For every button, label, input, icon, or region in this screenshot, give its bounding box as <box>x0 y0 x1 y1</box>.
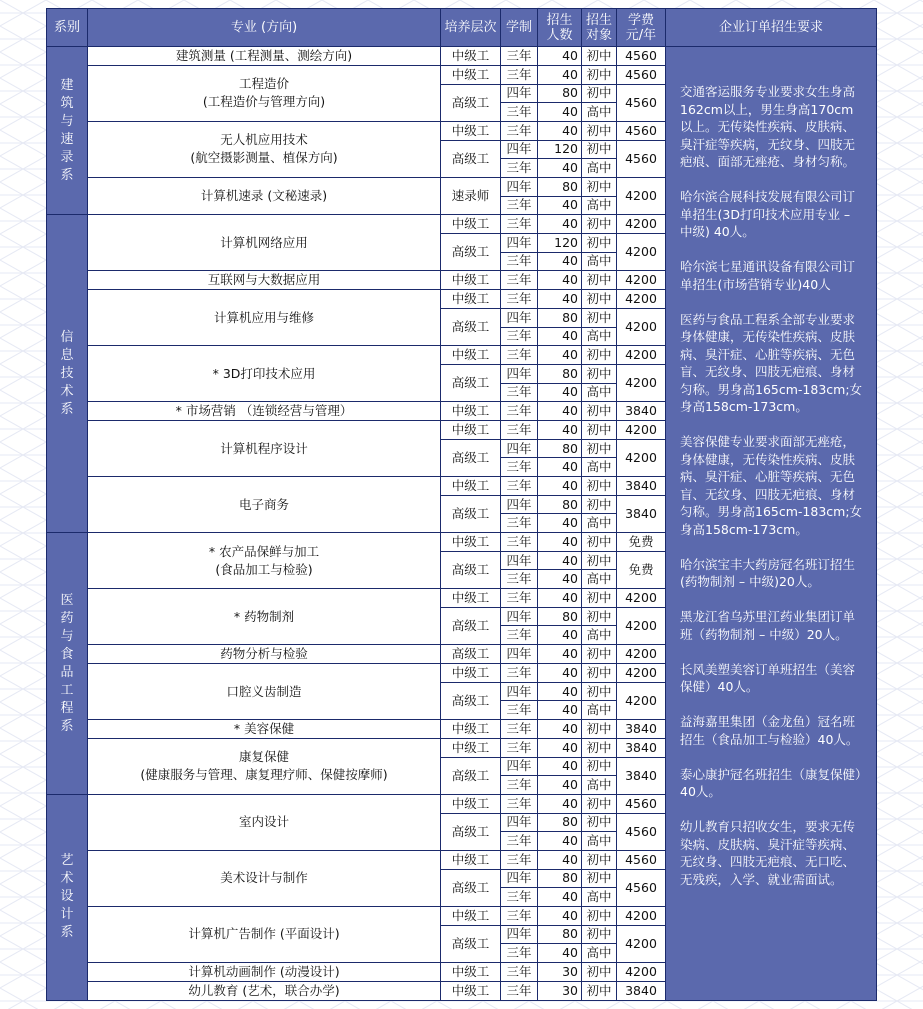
years-cell: 四年 <box>501 645 538 664</box>
department-label: 医药与食品工程系 <box>60 592 74 734</box>
years-cell: 三年 <box>501 215 538 234</box>
years-cell: 四年 <box>501 233 538 252</box>
header-count: 招生人数 <box>538 9 582 47</box>
count-cell: 40 <box>538 327 582 346</box>
major-cell: 药物分析与检验 <box>88 645 441 664</box>
requirement-paragraph: 哈尔滨七星通讯设备有限公司订单招生(市场营销专业)40人 <box>680 259 856 292</box>
level-cell: 中级工 <box>441 215 501 234</box>
count-cell: 40 <box>538 196 582 215</box>
fee-cell: 4560 <box>617 794 666 813</box>
department-label: 建筑与速录系 <box>60 77 74 183</box>
count-cell: 40 <box>538 551 582 570</box>
fee-cell: 4560 <box>617 850 666 869</box>
target-cell: 高中 <box>582 103 617 122</box>
requirement-paragraph: 益海嘉里集团（金龙鱼）冠名班招生（食品加工与检验）40人。 <box>680 714 859 747</box>
major-cell: 计算机广告制作 (平面设计) <box>88 906 441 962</box>
fee-cell: 4200 <box>617 607 666 644</box>
target-cell: 初中 <box>582 720 617 739</box>
department-label: 信息技术系 <box>60 329 74 417</box>
target-cell: 高中 <box>582 776 617 795</box>
requirement-paragraph: 幼儿教育只招收女生，要求无传染病、皮肤病、臭汗症等疾病、无纹身、四肢无疤痕、无口吃、无残疾，入学、就业需面试。 <box>680 819 856 887</box>
major-cell: 计算机网络应用 <box>88 215 441 271</box>
target-cell: 初中 <box>582 682 617 701</box>
fee-cell: 4560 <box>617 813 666 850</box>
header-dept: 系别 <box>47 9 88 47</box>
target-cell: 高中 <box>582 159 617 178</box>
fee-cell: 4200 <box>617 271 666 290</box>
years-cell: 三年 <box>501 664 538 683</box>
header-years: 学制 <box>501 9 538 47</box>
target-cell: 初中 <box>582 869 617 888</box>
target-cell: 初中 <box>582 664 617 683</box>
years-cell: 三年 <box>501 477 538 496</box>
years-cell: 四年 <box>501 551 538 570</box>
requirement-paragraph: 美容保健专业要求面部无痤疮，身体健康，无传染性疾病、皮肤病、臭汗症、心脏等疾病、无色盲、无纹身、四肢无疤痕、身材匀称。男身高165cm-183cm;女身高158cm-173cm。 <box>680 434 863 537</box>
count-cell: 40 <box>538 514 582 533</box>
level-cell: 速录师 <box>441 177 501 214</box>
enrollment-table <box>46 8 877 1001</box>
major-cell: 计算机程序设计 <box>88 421 441 477</box>
target-cell: 高中 <box>582 252 617 271</box>
level-cell: 高级工 <box>441 682 501 719</box>
years-cell: 四年 <box>501 925 538 944</box>
fee-cell: 3840 <box>617 720 666 739</box>
level-cell: 高级工 <box>441 757 501 794</box>
fee-cell: 4200 <box>617 439 666 476</box>
fee-cell: 4200 <box>617 962 666 981</box>
target-cell: 高中 <box>582 570 617 589</box>
level-cell: 中级工 <box>441 720 501 739</box>
target-cell: 初中 <box>582 364 617 383</box>
major-cell: 计算机应用与维修 <box>88 290 441 346</box>
target-cell: 初中 <box>582 794 617 813</box>
target-cell: 初中 <box>582 121 617 140</box>
target-cell: 初中 <box>582 607 617 626</box>
major-cell: * 3D打印技术应用 <box>88 346 441 402</box>
level-cell: 高级工 <box>441 140 501 177</box>
level-cell: 中级工 <box>441 962 501 981</box>
requirement-paragraph: 医药与食品工程系全部专业要求身体健康，无传染性疾病、皮肤病、臭汗症、心脏等疾病、无色盲、无纹身、四肢无疤痕、身材匀称。男身高165cm-183cm;女身高158cm-173cm。 <box>680 311 863 414</box>
years-cell: 四年 <box>501 140 538 159</box>
target-cell: 初中 <box>582 47 617 66</box>
years-cell: 三年 <box>501 66 538 85</box>
count-cell: 80 <box>538 925 582 944</box>
years-cell: 三年 <box>501 888 538 907</box>
fee-cell: 3840 <box>617 739 666 758</box>
fee-cell: 3840 <box>617 757 666 794</box>
level-cell: 中级工 <box>441 47 501 66</box>
years-cell: 三年 <box>501 832 538 851</box>
requirement-paragraph: 哈尔滨宝丰大药房冠名班订招生(药物制剂 – 中级)20人。 <box>680 556 856 589</box>
years-cell: 三年 <box>501 402 538 421</box>
level-cell: 高级工 <box>441 495 501 532</box>
target-cell: 高中 <box>582 383 617 402</box>
target-cell: 初中 <box>582 645 617 664</box>
count-cell: 40 <box>538 589 582 608</box>
count-cell: 40 <box>538 159 582 178</box>
fee-cell: 免费 <box>617 533 666 552</box>
fee-cell: 4560 <box>617 66 666 85</box>
target-cell: 初中 <box>582 906 617 925</box>
level-cell: 中级工 <box>441 346 501 365</box>
level-cell: 中级工 <box>441 850 501 869</box>
level-cell: 中级工 <box>441 290 501 309</box>
major-cell: 室内设计 <box>88 794 441 850</box>
department-label: 艺术设计系 <box>60 853 74 941</box>
target-cell: 初中 <box>582 850 617 869</box>
target-cell: 初中 <box>582 308 617 327</box>
years-cell: 三年 <box>501 944 538 963</box>
requirement-paragraph: 长风美塑美容订单班招生（美容保健）40人。 <box>680 661 856 694</box>
years-cell: 三年 <box>501 962 538 981</box>
count-cell: 40 <box>538 290 582 309</box>
level-cell: 高级工 <box>441 84 501 121</box>
target-cell: 初中 <box>582 739 617 758</box>
fee-cell: 4560 <box>617 47 666 66</box>
header-level: 培养层次 <box>441 9 501 47</box>
count-cell: 80 <box>538 84 582 103</box>
count-cell: 120 <box>538 233 582 252</box>
years-cell: 三年 <box>501 739 538 758</box>
count-cell: 80 <box>538 439 582 458</box>
fee-cell: 4560 <box>617 140 666 177</box>
count-cell: 40 <box>538 757 582 776</box>
department-cell <box>47 215 88 533</box>
target-cell: 初中 <box>582 177 617 196</box>
target-cell: 初中 <box>582 421 617 440</box>
count-cell: 40 <box>538 215 582 234</box>
count-cell: 40 <box>538 402 582 421</box>
department-cell <box>47 47 88 215</box>
target-cell: 初中 <box>582 290 617 309</box>
years-cell: 四年 <box>501 439 538 458</box>
count-cell: 80 <box>538 813 582 832</box>
years-cell: 四年 <box>501 607 538 626</box>
years-cell: 三年 <box>501 121 538 140</box>
count-cell: 80 <box>538 495 582 514</box>
years-cell: 四年 <box>501 364 538 383</box>
years-cell: 三年 <box>501 776 538 795</box>
years-cell: 四年 <box>501 495 538 514</box>
target-cell: 初中 <box>582 551 617 570</box>
years-cell: 三年 <box>501 159 538 178</box>
target-cell: 初中 <box>582 215 617 234</box>
fee-cell: 4200 <box>617 233 666 270</box>
requirements-cell <box>666 47 877 1001</box>
years-cell: 三年 <box>501 533 538 552</box>
years-cell: 三年 <box>501 252 538 271</box>
count-cell: 40 <box>538 664 582 683</box>
years-cell: 三年 <box>501 103 538 122</box>
count-cell: 40 <box>538 346 582 365</box>
major-cell: 幼儿教育 (艺术，联合办学) <box>88 981 441 1000</box>
count-cell: 40 <box>538 533 582 552</box>
major-cell: 口腔义齿制造 <box>88 664 441 720</box>
count-cell: 40 <box>538 252 582 271</box>
count-cell: 40 <box>538 739 582 758</box>
target-cell: 初中 <box>582 439 617 458</box>
major-cell: 计算机速录 (文秘速录) <box>88 177 441 214</box>
level-cell: 中级工 <box>441 739 501 758</box>
target-cell: 初中 <box>582 495 617 514</box>
count-cell: 40 <box>538 701 582 720</box>
count-cell: 40 <box>538 477 582 496</box>
fee-cell: 4200 <box>617 177 666 214</box>
fee-cell: 4200 <box>617 925 666 962</box>
requirement-paragraph: 哈尔滨合展科技发展有限公司订单招生(3D打印技术应用专业 – 中级) 40人。 <box>680 189 856 239</box>
years-cell: 三年 <box>501 906 538 925</box>
fee-cell: 4200 <box>617 215 666 234</box>
major-cell: * 市场营销 （连锁经营与管理） <box>88 402 441 421</box>
count-cell: 40 <box>538 121 582 140</box>
target-cell: 初中 <box>582 66 617 85</box>
target-cell: 高中 <box>582 327 617 346</box>
count-cell: 40 <box>538 421 582 440</box>
years-cell: 三年 <box>501 720 538 739</box>
target-cell: 初中 <box>582 757 617 776</box>
major-cell: 电子商务 <box>88 477 441 533</box>
count-cell: 40 <box>538 458 582 477</box>
years-cell: 三年 <box>501 383 538 402</box>
years-cell: 三年 <box>501 346 538 365</box>
years-cell: 三年 <box>501 196 538 215</box>
department-cell <box>47 794 88 1000</box>
target-cell: 高中 <box>582 832 617 851</box>
fee-cell: 3840 <box>617 981 666 1000</box>
major-cell: * 美容保健 <box>88 720 441 739</box>
target-cell: 初中 <box>582 477 617 496</box>
table-header-row <box>47 9 877 47</box>
years-cell: 三年 <box>501 421 538 440</box>
level-cell: 中级工 <box>441 477 501 496</box>
years-cell: 四年 <box>501 757 538 776</box>
major-cell: 工程造价 (工程造价与管理方向) <box>88 66 441 122</box>
years-cell: 四年 <box>501 177 538 196</box>
major-cell: * 药物制剂 <box>88 589 441 645</box>
target-cell: 初中 <box>582 925 617 944</box>
level-cell: 高级工 <box>441 925 501 962</box>
level-cell: 中级工 <box>441 271 501 290</box>
target-cell: 高中 <box>582 888 617 907</box>
count-cell: 80 <box>538 177 582 196</box>
count-cell: 80 <box>538 364 582 383</box>
count-cell: 40 <box>538 645 582 664</box>
count-cell: 40 <box>538 832 582 851</box>
years-cell: 四年 <box>501 813 538 832</box>
major-cell: 无人机应用技术 (航空摄影测量、植保方向) <box>88 121 441 177</box>
level-cell: 中级工 <box>441 664 501 683</box>
count-cell: 40 <box>538 383 582 402</box>
level-cell: 中级工 <box>441 981 501 1000</box>
fee-cell: 4560 <box>617 84 666 121</box>
count-cell: 40 <box>538 570 582 589</box>
level-cell: 高级工 <box>441 364 501 401</box>
major-cell: 建筑测量 (工程测量、测绘方向) <box>88 47 441 66</box>
requirement-paragraph: 泰心康护冠名班招生（康复保健）40人。 <box>680 766 862 799</box>
table-row <box>47 47 877 66</box>
major-cell: 计算机动画制作 (动漫设计) <box>88 962 441 981</box>
level-cell: 中级工 <box>441 589 501 608</box>
target-cell: 初中 <box>582 140 617 159</box>
years-cell: 三年 <box>501 47 538 66</box>
years-cell: 三年 <box>501 458 538 477</box>
count-cell: 40 <box>538 626 582 645</box>
count-cell: 80 <box>538 607 582 626</box>
count-cell: 40 <box>538 888 582 907</box>
enrollment-table-container <box>46 8 876 1000</box>
fee-cell: 3840 <box>617 402 666 421</box>
target-cell: 初中 <box>582 962 617 981</box>
target-cell: 初中 <box>582 346 617 365</box>
count-cell: 40 <box>538 776 582 795</box>
requirement-paragraph: 交通客运服务专业要求女生身高162cm以上，男生身高170cm以上。无传染性疾病、皮肤病、臭汗症等疾病，无纹身、四肢无疤痕、面部无痤疮、身材匀称。 <box>680 84 856 169</box>
major-cell: 康复保健 (健康服务与管理、康复理疗师、保健按摩师) <box>88 739 441 795</box>
years-cell: 三年 <box>501 327 538 346</box>
major-cell: 美术设计与制作 <box>88 850 441 906</box>
fee-cell: 4200 <box>617 346 666 365</box>
target-cell: 高中 <box>582 626 617 645</box>
count-cell: 40 <box>538 906 582 925</box>
years-cell: 四年 <box>501 308 538 327</box>
header-target: 招生对象 <box>582 9 617 47</box>
fee-cell: 4560 <box>617 869 666 906</box>
level-cell: 高级工 <box>441 551 501 588</box>
target-cell: 高中 <box>582 514 617 533</box>
target-cell: 初中 <box>582 271 617 290</box>
years-cell: 三年 <box>501 514 538 533</box>
fee-cell: 3840 <box>617 495 666 532</box>
fee-cell: 免费 <box>617 551 666 588</box>
years-cell: 三年 <box>501 626 538 645</box>
fee-cell: 4560 <box>617 121 666 140</box>
count-cell: 30 <box>538 981 582 1000</box>
years-cell: 四年 <box>501 84 538 103</box>
fee-cell: 4200 <box>617 308 666 345</box>
fee-cell: 4200 <box>617 290 666 309</box>
fee-cell: 3840 <box>617 477 666 496</box>
department-cell <box>47 533 88 795</box>
level-cell: 中级工 <box>441 121 501 140</box>
header-major: 专业 (方向) <box>88 9 441 47</box>
fee-cell: 4200 <box>617 664 666 683</box>
fee-cell: 4200 <box>617 421 666 440</box>
table-body <box>47 47 877 1001</box>
years-cell: 三年 <box>501 850 538 869</box>
target-cell: 高中 <box>582 701 617 720</box>
target-cell: 初中 <box>582 402 617 421</box>
target-cell: 初中 <box>582 233 617 252</box>
years-cell: 三年 <box>501 570 538 589</box>
level-cell: 中级工 <box>441 794 501 813</box>
target-cell: 初中 <box>582 981 617 1000</box>
count-cell: 40 <box>538 682 582 701</box>
count-cell: 40 <box>538 47 582 66</box>
fee-cell: 4200 <box>617 364 666 401</box>
count-cell: 30 <box>538 962 582 981</box>
years-cell: 三年 <box>501 290 538 309</box>
target-cell: 初中 <box>582 533 617 552</box>
level-cell: 中级工 <box>441 421 501 440</box>
level-cell: 中级工 <box>441 402 501 421</box>
target-cell: 高中 <box>582 944 617 963</box>
count-cell: 40 <box>538 794 582 813</box>
level-cell: 中级工 <box>441 533 501 552</box>
fee-cell: 4200 <box>617 906 666 925</box>
level-cell: 高级工 <box>441 813 501 850</box>
count-cell: 40 <box>538 944 582 963</box>
years-cell: 四年 <box>501 869 538 888</box>
years-cell: 三年 <box>501 794 538 813</box>
target-cell: 初中 <box>582 84 617 103</box>
years-cell: 三年 <box>501 701 538 720</box>
major-cell: 互联网与大数据应用 <box>88 271 441 290</box>
years-cell: 三年 <box>501 589 538 608</box>
target-cell: 初中 <box>582 589 617 608</box>
level-cell: 中级工 <box>441 906 501 925</box>
count-cell: 80 <box>538 308 582 327</box>
level-cell: 高级工 <box>441 869 501 906</box>
level-cell: 高级工 <box>441 439 501 476</box>
target-cell: 初中 <box>582 813 617 832</box>
count-cell: 40 <box>538 103 582 122</box>
level-cell: 中级工 <box>441 66 501 85</box>
major-cell: * 农产品保鲜与加工 (食品加工与检验) <box>88 533 441 589</box>
target-cell: 高中 <box>582 458 617 477</box>
target-cell: 高中 <box>582 196 617 215</box>
years-cell: 四年 <box>501 682 538 701</box>
years-cell: 三年 <box>501 271 538 290</box>
count-cell: 40 <box>538 720 582 739</box>
count-cell: 120 <box>538 140 582 159</box>
fee-cell: 4200 <box>617 645 666 664</box>
level-cell: 高级工 <box>441 308 501 345</box>
count-cell: 80 <box>538 869 582 888</box>
count-cell: 40 <box>538 271 582 290</box>
years-cell: 三年 <box>501 981 538 1000</box>
requirement-paragraph: 黑龙江省乌苏里江药业集团订单班（药物制剂 – 中级）20人。 <box>680 609 856 642</box>
level-cell: 高级工 <box>441 607 501 644</box>
header-requirements: 企业订单招生要求 <box>666 9 877 47</box>
fee-cell: 4200 <box>617 682 666 719</box>
level-cell: 高级工 <box>441 233 501 270</box>
count-cell: 40 <box>538 66 582 85</box>
fee-cell: 4200 <box>617 589 666 608</box>
count-cell: 40 <box>538 850 582 869</box>
header-fee: 学费元/年 <box>617 9 666 47</box>
level-cell: 高级工 <box>441 645 501 664</box>
